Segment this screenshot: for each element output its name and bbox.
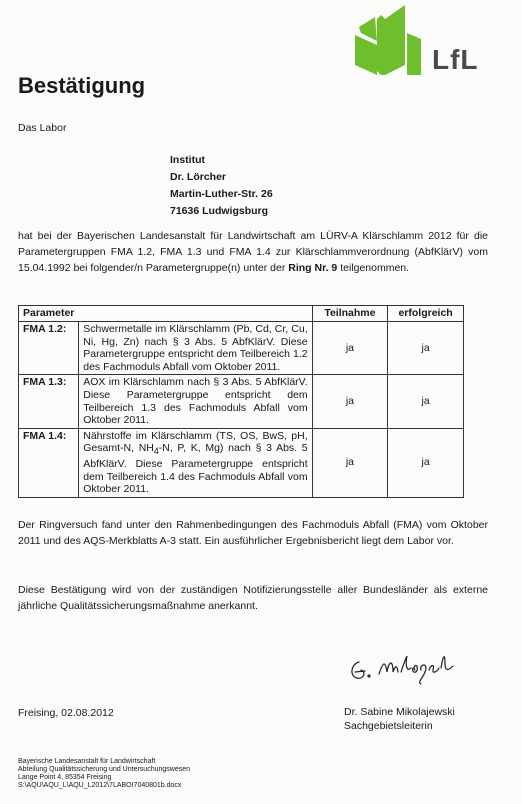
signer-block bbox=[344, 705, 455, 733]
ring-number: Ring Nr. 9 bbox=[288, 262, 338, 274]
teilnahme-value: ja bbox=[312, 322, 388, 375]
footer-line: Lange Point 4, 85354 Freising bbox=[18, 774, 112, 781]
erfolgreich-value: ja bbox=[388, 322, 464, 375]
parameter-code: FMA 1.3: bbox=[19, 375, 79, 428]
address-line: Martin-Luther-Str. 26 bbox=[170, 188, 273, 200]
logo-text: LfL bbox=[432, 44, 479, 75]
parameter-code: FMA 1.4: bbox=[19, 428, 79, 497]
date-place: Freising, 02.08.2012 bbox=[18, 707, 114, 719]
table-row bbox=[19, 322, 464, 375]
recipient-address bbox=[170, 152, 273, 220]
teilnahme-value: ja bbox=[312, 375, 388, 428]
parameter-description bbox=[79, 428, 312, 497]
signature-icon bbox=[345, 642, 465, 692]
intro-text-end: teilgenommen. bbox=[337, 262, 410, 274]
parameter-code: FMA 1.2: bbox=[19, 322, 79, 375]
footer-line: Abteilung Qualitätssicherung und Untersuchungswesen bbox=[18, 766, 190, 773]
table-row bbox=[19, 375, 464, 428]
table-row bbox=[19, 428, 464, 497]
desc-part: -N, P, K, Mg) nach § 3 Abs. 5 AbfKlärV. Diese Parametergruppe entspricht dem Teilbereich 1.4 des Fachmoduls Abfall vom Oktober 2011. bbox=[83, 442, 308, 496]
teilnahme-value: ja bbox=[312, 428, 388, 497]
parameter-description: Schwermetalle im Klärschlamm (Pb, Cd, Cr, Cu, Ni, Hg, Zn) nach § 3 Abs. 5 AbfKlärV. Diese Parametergruppe entspricht dem Teilbereich 1.2 des Fachmoduls Abfall vom Oktober 2011. bbox=[79, 322, 312, 375]
footer-line: S:\AQU\AQU_L\AQU_L2012\7LABOI7040801b.docx bbox=[18, 782, 182, 789]
ringversuch-paragraph: Der Ringversuch fand unter den Rahmenbedingungen des Fachmoduls Abfall (FMA) vom Oktober 2011 und des AQS-Merkblatts A-3 statt. Ein ausführlicher Ergebnisbericht liegt dem Labor vor. bbox=[18, 519, 488, 547]
parameter-description: AOX im Klärschlamm nach § 3 Abs. 5 AbfKlärV. Diese Parametergruppe entspricht dem Teilbereich 1.3 des Fachmoduls Abfall vom Oktober 2011. bbox=[79, 375, 312, 428]
parameter-table bbox=[18, 305, 464, 498]
footer bbox=[18, 758, 190, 790]
signer-name: Dr. Sabine Mikolajewski bbox=[344, 706, 455, 718]
intro-text: hat bei der Bayerischen Landesanstalt für Landwirtschaft am LÜRV-A Klärschlamm 2012 für die Parametergruppen FMA 1.2, FMA 1.3 und FMA 1.4 zur Klärschlammverordnung (AbfKlärV) vom 15.04.1992 bei folgender/n Parametergruppe(n) unter der bbox=[18, 230, 488, 274]
column-header: Parameter bbox=[19, 306, 313, 322]
column-header: Teilnahme bbox=[312, 306, 388, 322]
address-line: 71636 Ludwigsburg bbox=[170, 205, 269, 217]
address-line: Dr. Lörcher bbox=[170, 171, 227, 183]
footer-line: Bayerische Landesanstalt für Landwirtschaft bbox=[18, 758, 156, 765]
erfolgreich-value: ja bbox=[388, 375, 464, 428]
desc-subscript: 4 bbox=[153, 446, 159, 457]
salutation: Das Labor bbox=[18, 122, 67, 134]
column-header: erfolgreich bbox=[388, 306, 464, 322]
address-line: Institut bbox=[170, 154, 205, 166]
desc-part: Nährstoffe im Klärschlamm (TS, OS, BwS, pH, Gesamt-N, NH bbox=[83, 429, 308, 455]
recognition-paragraph: Diese Bestätigung wird von der zuständigen Notifizierungsstelle aller Bundesländer als externe jährliche Qualitätssicherungsmaßnahme anerkannt. bbox=[18, 584, 488, 612]
erfolgreich-value: ja bbox=[388, 428, 464, 497]
intro-paragraph bbox=[18, 228, 488, 276]
table-header-row bbox=[19, 306, 464, 322]
signer-role: Sachgebietsleiterin bbox=[344, 720, 433, 732]
page-title: Bestätigung bbox=[18, 73, 146, 98]
